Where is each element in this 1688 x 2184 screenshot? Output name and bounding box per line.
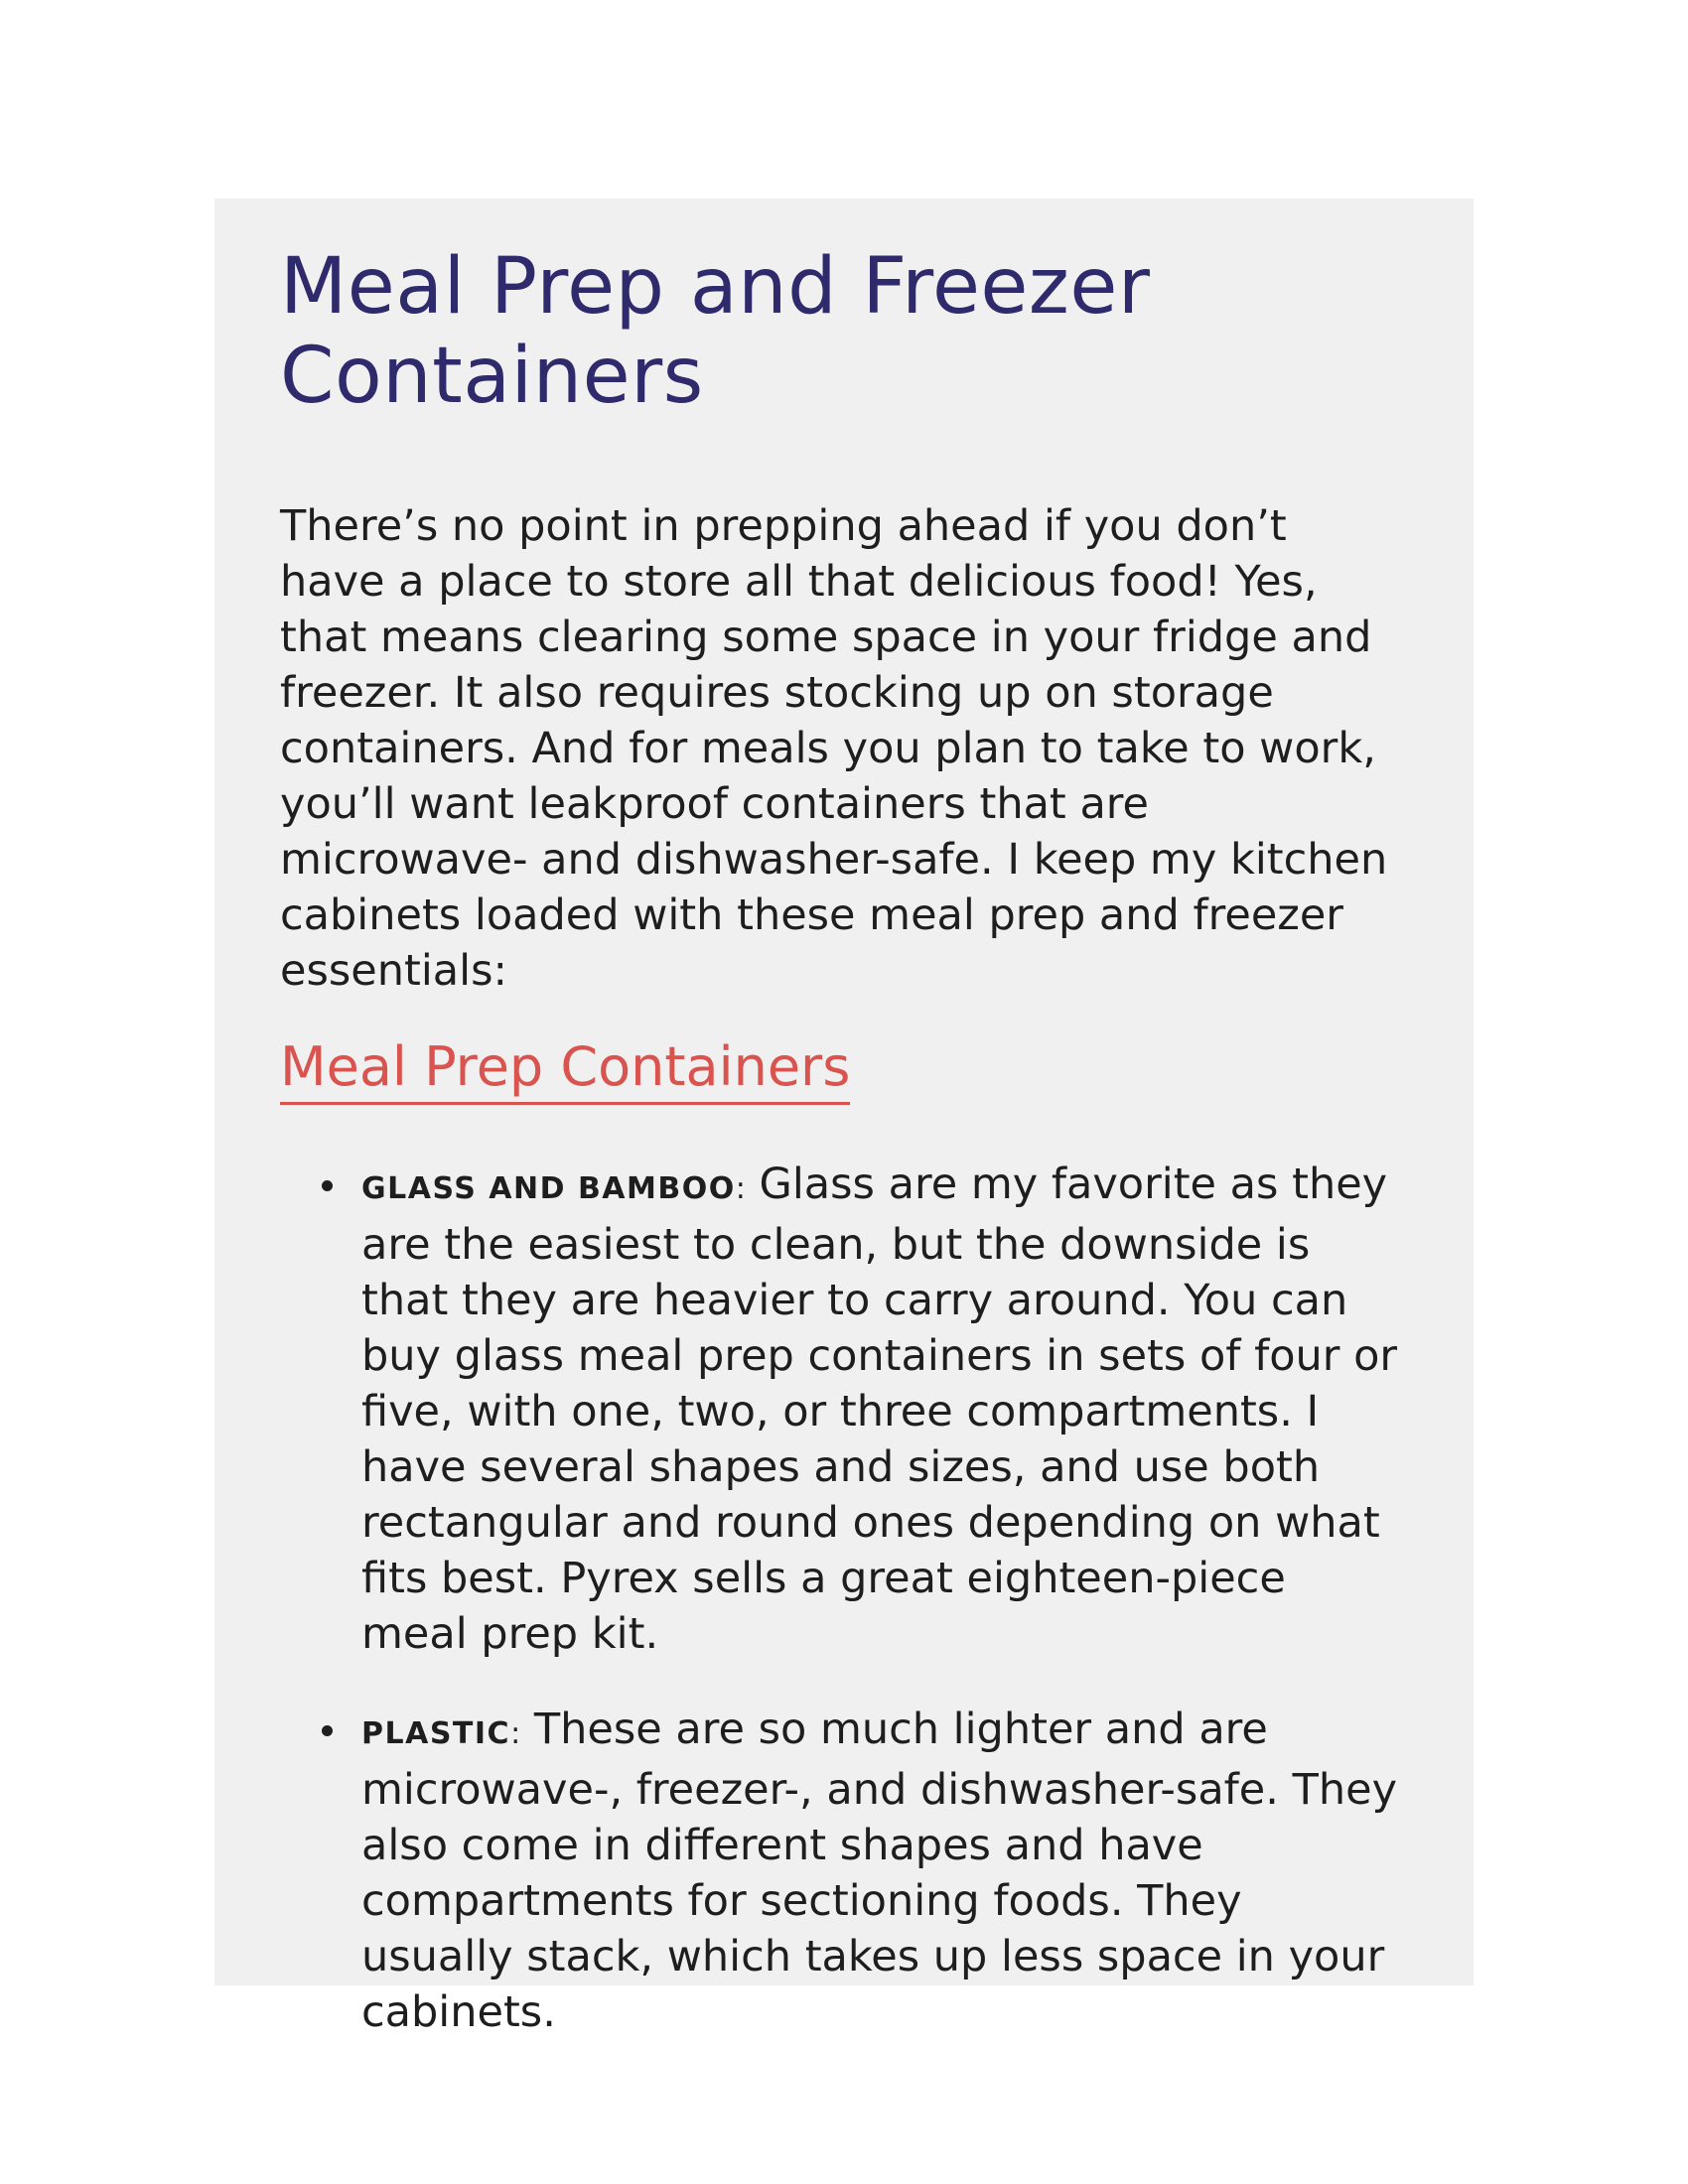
bullet-icon xyxy=(322,1180,333,1191)
list-item: GLASS AND BAMBOO: Glass are my favorite as they are the easiest to clean, but the downside is that they are heavier to carry around. You can buy glass meal prep containers in sets of four or five, with one, two, or three compartments. I have several shapes and sizes, and use both rectangular and round ones depending on what fits best. Pyrex sells a great eighteen-piece meal prep kit. xyxy=(361,1157,1402,1662)
item-label: PLASTIC xyxy=(361,1716,511,1751)
intro-paragraph: There’s no point in prepping ahead if you don’t have a place to store all that delicious food! Yes, that means clearing some space in your fridge and freezer. It also requires stocking up on storage containers. And for meals you plan to take to work, you’ll want leakproof containers that are microwave- and dishwasher-safe. I keep my kitchen cabinets loaded with these meal prep and freezer essentials: xyxy=(280,501,1388,996)
item-text: These are so much lighter and are microwave-, freezer-, and dishwasher-safe. They also come in different shapes and have compartments for sectioning foods. They usually stack, which takes up less space in your cabinets. xyxy=(361,1705,1398,2037)
bullet-icon xyxy=(322,1725,333,1736)
item-text: Glass are my favorite as they are the easiest to clean, but the downside is that they are heavier to carry around. You can buy glass meal prep containers in sets of four or five, with one, two, or three compartments. I have several shapes and sizes, and use both rectangular and round ones depending on what fits best. Pyrex sells a great eighteen-piece meal prep kit. xyxy=(361,1160,1398,1659)
bullet-list xyxy=(280,1157,1402,2040)
list-item: PLASTIC: These are so much lighter and are microwave-, freezer-, and dishwasher-safe. They also come in different shapes and have compartments for sectioning foods. They usually stack, which takes up less space in your cabinets. xyxy=(361,1702,1402,2040)
section-heading: Meal Prep Containers xyxy=(280,1034,850,1105)
page-title: Meal Prep and Freezer Containers xyxy=(280,242,1151,421)
item-label: GLASS AND BAMBOO xyxy=(361,1171,736,1206)
sidebar-box xyxy=(214,199,1474,2037)
